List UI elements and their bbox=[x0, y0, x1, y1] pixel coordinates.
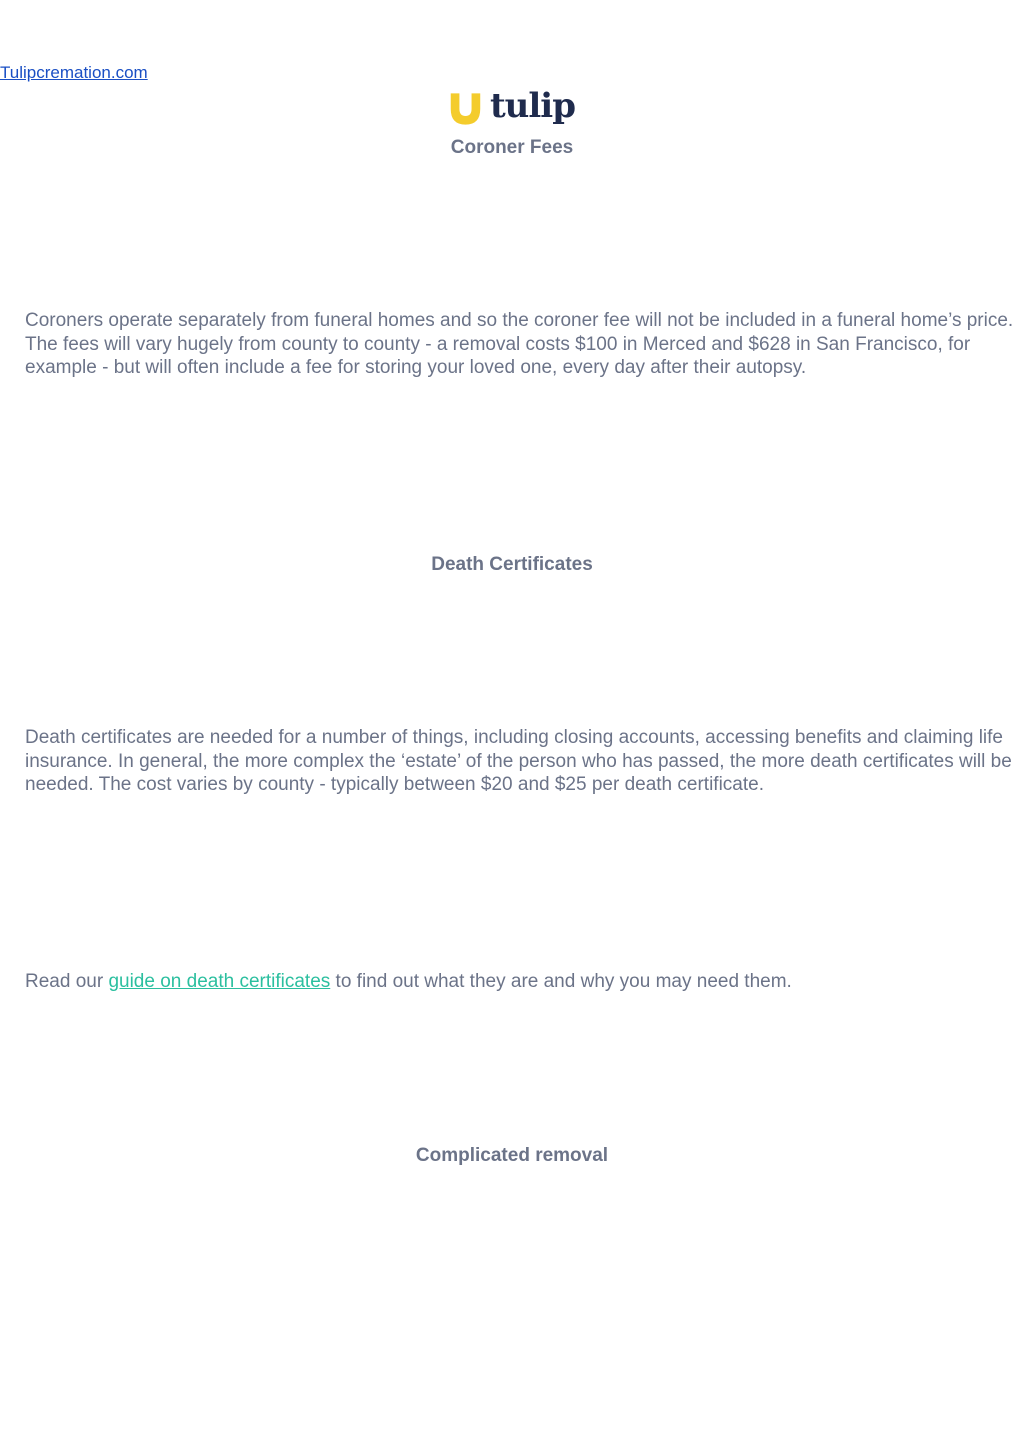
tulip-logo bbox=[449, 88, 575, 130]
death-certificates-guide-link[interactable]: guide on death certificates bbox=[108, 971, 331, 992]
coroner-fees-paragraph: Coroners operate separately from funeral homes and so the coroner fee will not be included in a funeral home’s price. The fees will vary hugely from county to county - a removal costs $100 in Merced and $628 in San Francisco, for example - but will often include a fee for storing your loved one, every day after their autopsy. bbox=[25, 310, 1014, 379]
death-certificates-heading: Death Certificates bbox=[431, 554, 593, 575]
logo-text: tulip bbox=[489, 86, 575, 126]
death-certificates-paragraph: Death certificates are needed for a number of things, including closing accounts, accessing benefits and claiming life insurance. In general, the more complex the ‘estate’ of the person who has passed, the more death certificates will be needed. The cost varies by county - typically between $20 and $25 per death certificate. bbox=[25, 727, 1012, 796]
tulip-logo-icon bbox=[449, 89, 482, 129]
guide-suffix-text: to find out what they are and why you may need them. bbox=[330, 971, 792, 992]
complicated-removal-heading: Complicated removal bbox=[415, 1145, 609, 1166]
guide-paragraph bbox=[25, 970, 1015, 994]
guide-prefix-text: Read our bbox=[25, 971, 109, 992]
coroner-fees-heading: Coroner Fees bbox=[450, 137, 574, 158]
site-link[interactable]: Tulipcremation.com bbox=[0, 63, 148, 82]
